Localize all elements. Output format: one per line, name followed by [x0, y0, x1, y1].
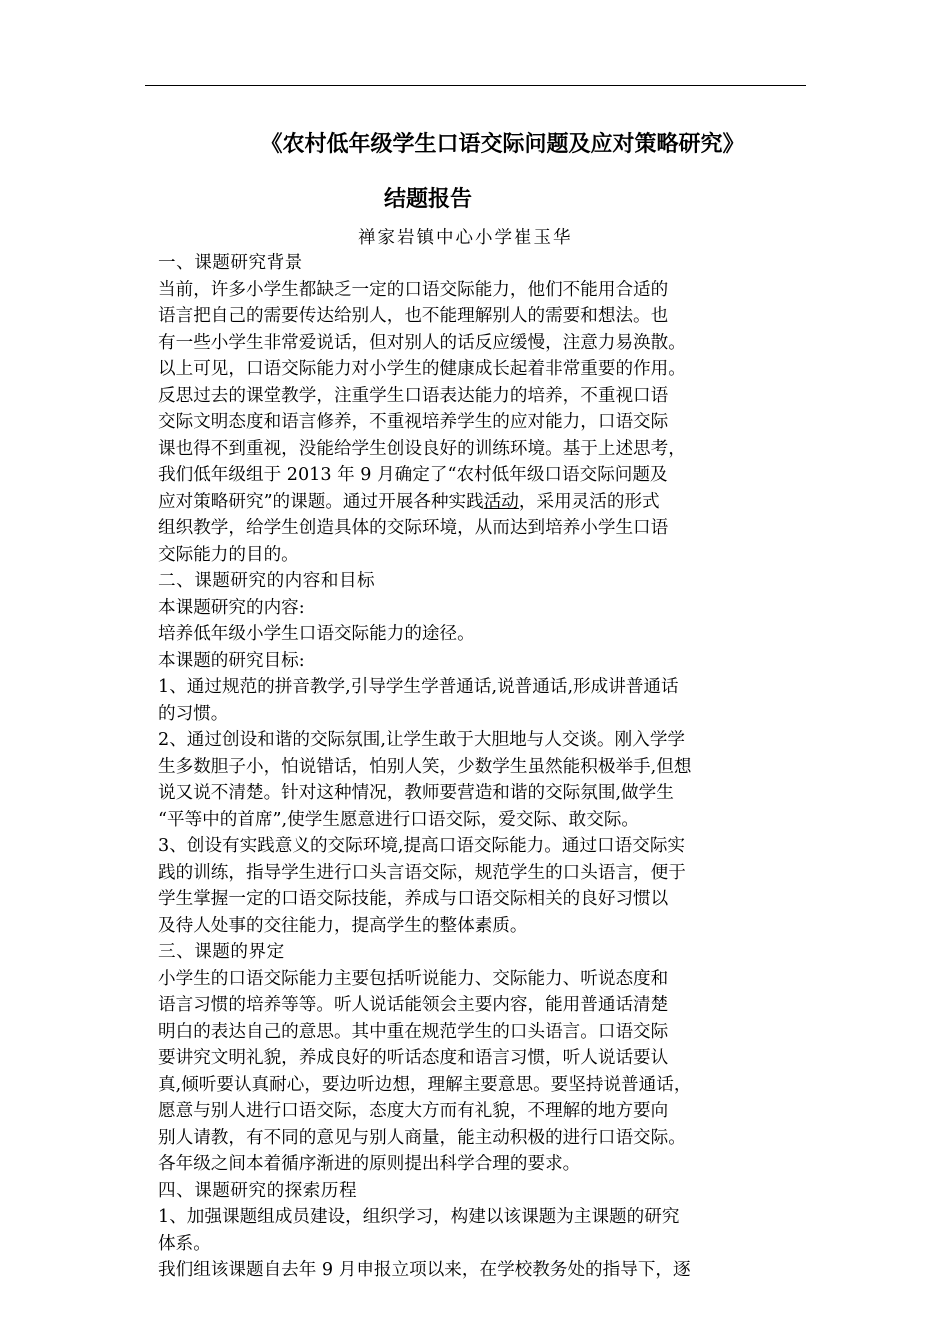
paragraph-line: 1、加强课题组成员建设，组织学习，构建以该课题为主课题的研究 [158, 1207, 680, 1227]
paragraph-line: 组织教学，给学生创造具体的交际环境，从而达到培养小学生口语 [158, 518, 669, 538]
paragraph-line [158, 489, 808, 516]
paragraph-line: 小学生的口语交际能力主要包括听说能力、交际能力、听说态度和 [158, 968, 669, 989]
paragraph-line: 以上可见，口语交际能力对小学生的健康成长起着非常重要的作用。 [158, 359, 686, 379]
section-heading: 四、课题研究的探索历程 [158, 1180, 358, 1201]
document-author: 禅家岩镇中心小学崔玉华 [358, 228, 573, 248]
paragraph-line: 培养低年级小学生口语交际能力的途径。 [158, 624, 475, 644]
line-text-after: ，采用灵活的形式 [518, 491, 660, 512]
paragraph-line: 要讲究文明礼貌，养成良好的听话态度和语言习惯，听人说话要认 [158, 1048, 669, 1068]
header-rule [145, 85, 806, 86]
paragraph-line: 的习惯。 [158, 703, 229, 724]
paragraph-line: 本课题的研究目标: [158, 650, 305, 671]
paragraph-line: 3、创设有实践意义的交际环境,提高口语交际能力。通过口语交际实 [158, 836, 686, 856]
paragraph-line: 本课题研究的内容: [158, 597, 305, 618]
paragraph-line: 交际能力的目的。 [158, 544, 299, 565]
paragraph-line: 语言把自己的需要传达给别人，也不能理解别人的需要和想法。也 [158, 306, 669, 326]
paragraph-line: 体系。 [158, 1233, 211, 1254]
paragraph-line: 反思过去的课堂教学，注重学生口语表达能力的培养，不重视口语 [158, 385, 669, 406]
paragraph-line: 愿意与别人进行口语交际，态度大方而有礼貌，不理解的地方要向 [158, 1101, 669, 1121]
activity-link[interactable]: 活动 [483, 491, 519, 512]
paragraph-line: 交际文明态度和语言修养，不重视培养学生的应对能力，口语交际 [158, 412, 669, 432]
section-heading: 二、课题研究的内容和目标 [158, 571, 376, 591]
paragraph-line: 明白的表达自己的意思。其中重在规范学生的口头语言。口语交际 [158, 1021, 669, 1042]
paragraph-line: 各年级之间本着循序渐进的原则提出科学合理的要求。 [158, 1154, 581, 1174]
paragraph-line: “平等中的首席”,使学生愿意进行口语交际，爱交际、敢交际。 [158, 809, 640, 830]
document-title: 《农村低年级学生口语交际问题及应对策略研究》 [260, 131, 745, 157]
paragraph-line: 真,倾听要认真耐心，要边听边想，理解主要意思。要坚持说普通话， [158, 1074, 692, 1095]
paragraph-line: 语言习惯的培养等等。听人说话能领会主要内容，能用普通话清楚 [158, 995, 669, 1015]
paragraph-line: 别人请教，有不同的意见与别人商量，能主动积极的进行口语交际。 [158, 1127, 686, 1148]
paragraph-line: 当前，许多小学生都缺乏一定的口语交际能力，他们不能用合适的 [158, 279, 669, 300]
document-body [158, 250, 808, 1284]
section-heading: 三、课题的界定 [158, 942, 285, 962]
paragraph-line: 我们低年级组于 2013 年 9 月确定了“农村低年级口语交际问题及 [158, 465, 668, 485]
paragraph-line: 及待人处事的交往能力，提高学生的整体素质。 [158, 915, 528, 936]
line-text-before: 应对策略研究”的课题。通过开展各种实践 [158, 491, 484, 512]
paragraph-line: 课也得不到重视，没能给学生创设良好的训练环境。基于上述思考， [158, 438, 686, 459]
paragraph-line: 践的训练，指导学生进行口头言语交际，规范学生的口头语言，便于 [158, 862, 686, 883]
document-subtitle: 结题报告 [384, 186, 473, 212]
paragraph-line: 2、通过创设和谐的交际氛围,让学生敢于大胆地与人交谈。刚入学学 [158, 730, 686, 750]
paragraph-line: 有一些小学生非常爱说话，但对别人的话反应缓慢，注意力易涣散。 [158, 332, 686, 353]
paragraph-line: 生多数胆子小，怕说错话，怕别人笑，少数学生虽然能积极举手,但想 [158, 756, 692, 777]
paragraph-line: 1、通过规范的拼音教学,引导学生学普通话,说普通话,形成讲普通话 [158, 677, 679, 697]
section-heading: 一、课题研究背景 [158, 253, 303, 273]
paragraph-line: 学生掌握一定的口语交际技能，养成与口语交际相关的良好习惯以 [158, 889, 669, 909]
paragraph-line: 说又说不清楚。针对这种情况，教师要营造和谐的交际氛围,做学生 [158, 783, 674, 803]
paragraph-line: 我们组该课题自去年 9 月申报立项以来，在学校教务处的指导下，逐 [158, 1260, 691, 1280]
